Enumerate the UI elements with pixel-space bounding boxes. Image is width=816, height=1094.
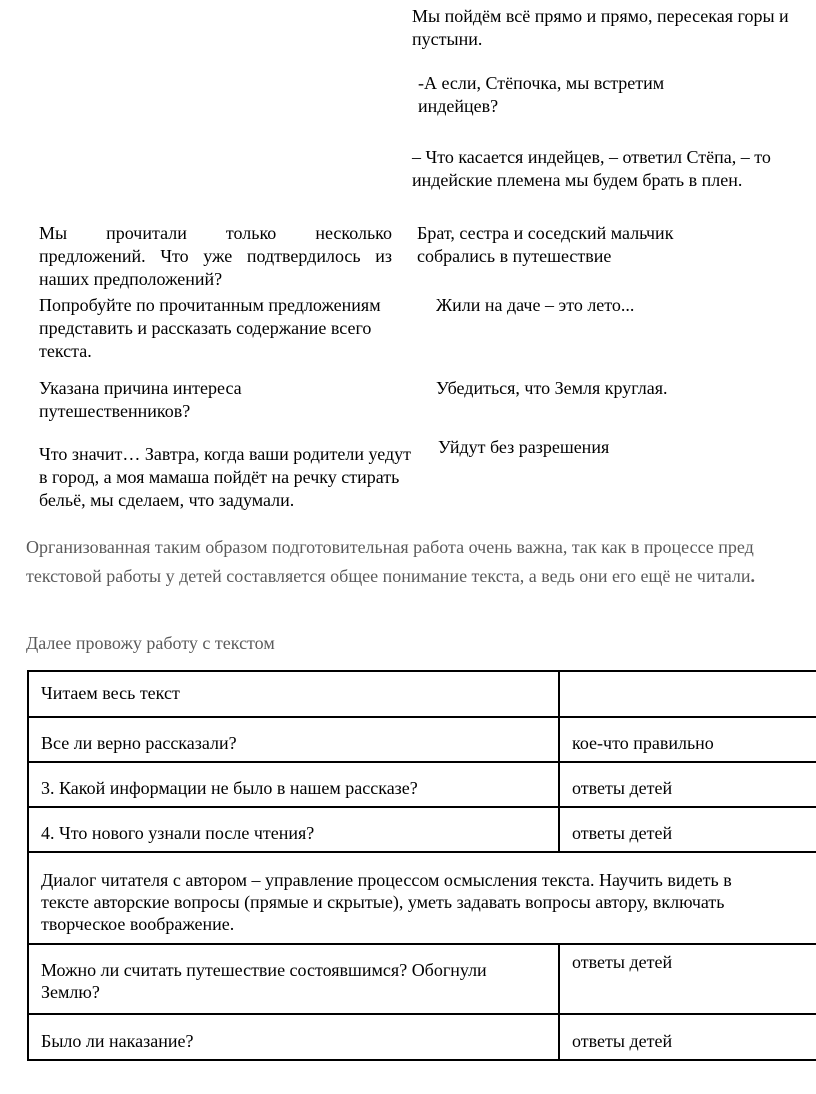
summary-paragraph-text: Организованная таким образом подготовительная работа очень важна, так как в процессе пред текстовой работы у детей составляется общее понимание текста, а ведь они его ещё не читали: [26, 537, 754, 586]
table-cell-right: ответы детей: [559, 1014, 816, 1060]
intro-line: Далее провожу работу с текстом: [26, 633, 275, 653]
table-row: [28, 807, 816, 852]
table-cell-left: 3. Какой информации не было в нашем рассказе?: [28, 762, 559, 807]
table-row: [28, 671, 816, 717]
table-row: [28, 944, 816, 1014]
table-cell-right: ответы детей: [559, 944, 816, 1014]
answer-2: Жили на даче – это лето...: [436, 295, 635, 315]
question-4: Что значит… Завтра, когда ваши родители уедут в город, а моя мамаша пойдёт на речку стирать бельё, мы сделаем, что задумали.: [39, 444, 412, 510]
story-line-2: -А если, Стёпочка, мы встретим индейцев?: [418, 73, 665, 116]
table-cell-left: Все ли верно рассказали?: [28, 717, 559, 762]
table-cell-left: Можно ли считать путешествие состоявшимся? Обогнули Землю?: [28, 944, 559, 1014]
answer-4: Уйдут без разрешения: [438, 437, 610, 457]
table-cell-left: Было ли наказание?: [28, 1014, 559, 1060]
table-row-merged: [28, 852, 816, 944]
work-table: [27, 670, 816, 1061]
table-cell-left: Читаем весь текст: [28, 671, 559, 717]
question-3: Указана причина интереса путешественников?: [39, 378, 242, 421]
table-cell-right: ответы детей: [559, 762, 816, 807]
question-1: Мы прочитали только несколько предложений. Что уже подтвердилось из наших предположений?: [39, 223, 392, 289]
table-cell-right: [559, 671, 816, 717]
table-row: [28, 1014, 816, 1060]
story-line-1: Мы пойдём всё прямо и прямо, пересекая горы и пустыни.: [412, 6, 789, 49]
summary-paragraph: [26, 533, 796, 591]
answer-1: Брат, сестра и соседский мальчик собрались в путешествие: [417, 223, 674, 266]
table-cell-left: 4. Что нового узнали после чтения?: [28, 807, 559, 852]
table-cell-right: ответы детей: [559, 807, 816, 852]
story-line-3: – Что касается индейцев, – ответил Стёпа, – то индейские племена мы будем брать в плен.: [412, 147, 771, 190]
summary-paragraph-end: .: [750, 566, 755, 586]
table-cell-merged: Диалог читателя с автором – управление процессом осмысления текста. Научить видеть в тексте авторские вопросы (прямые и скрытые), уметь задавать вопросы автору, включать творческое воображение.: [28, 852, 816, 944]
table-row: [28, 717, 816, 762]
table-row: [28, 762, 816, 807]
answer-3: Убедиться, что Земля круглая.: [436, 378, 668, 398]
table-cell-right: кое-что правильно: [559, 717, 816, 762]
question-2: Попробуйте по прочитанным предложениям представить и рассказать содержание всего текста.: [39, 295, 381, 361]
